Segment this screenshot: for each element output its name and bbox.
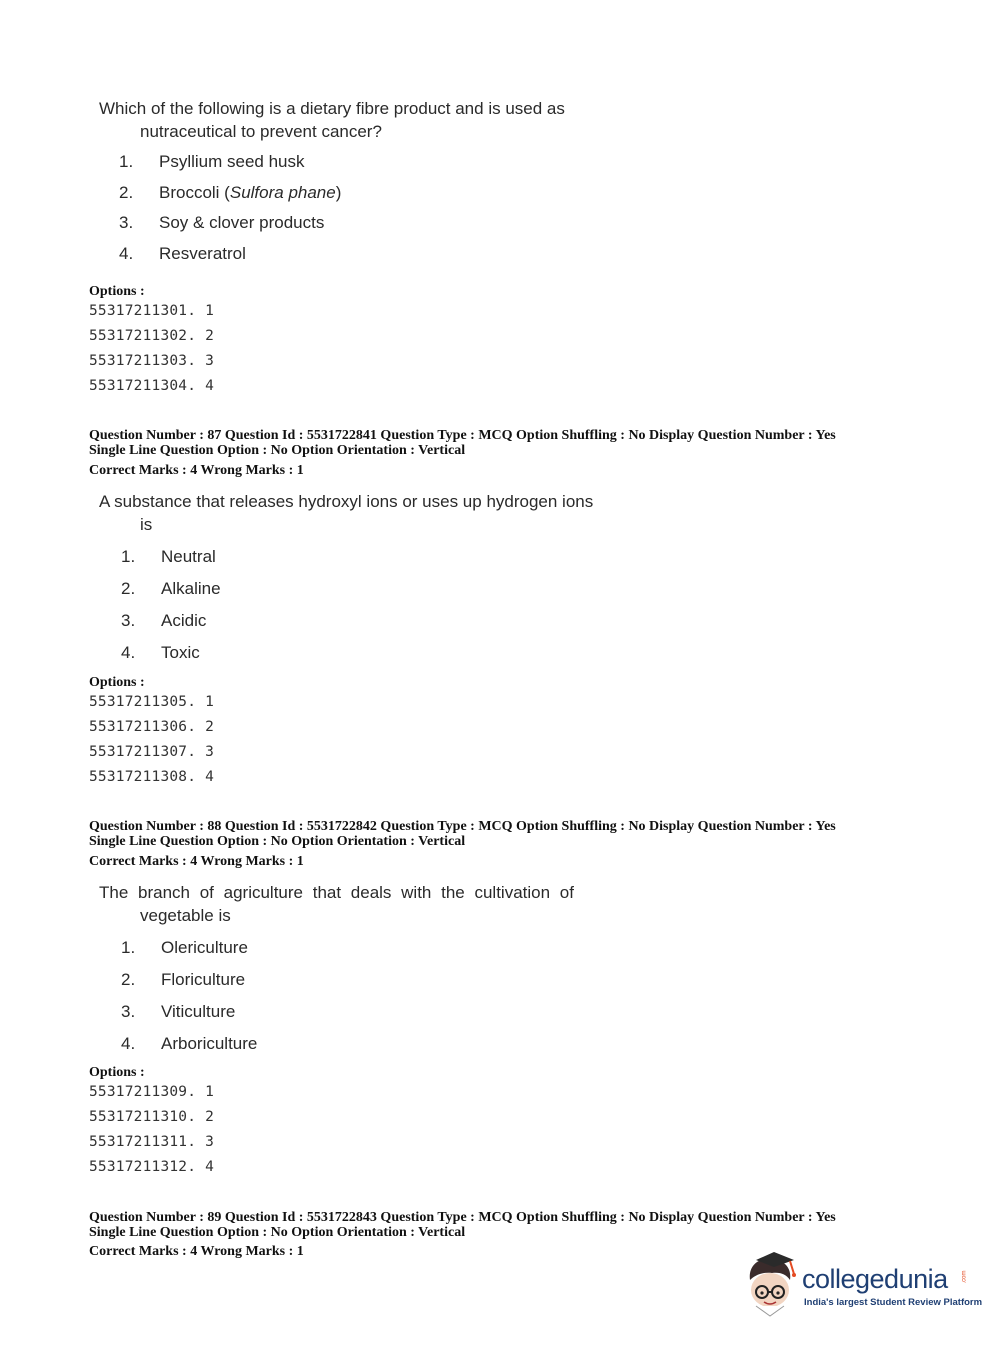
student-mascot-icon	[742, 1250, 804, 1320]
choice-text: Acidic	[161, 611, 207, 630]
question-text-line1: Which of the following is a dietary fibre product and is used as	[99, 99, 565, 118]
choice-text: Floriculture	[161, 970, 246, 989]
option-id: 55317211301. 1	[89, 303, 215, 319]
options-label: Options :	[89, 284, 145, 299]
choice-text: Soy & clover products	[159, 213, 325, 232]
choice-text-post: )	[335, 183, 342, 202]
option-id: 55317211312. 4	[89, 1159, 215, 1175]
question-text-line2: nutraceutical to prevent cancer?	[140, 122, 382, 141]
collegedunia-logo	[742, 1250, 983, 1320]
question-meta-line2: Single Line Question Option : No Option Orientation : Vertical	[89, 1225, 466, 1240]
option-id: 55317211302. 2	[89, 328, 215, 344]
option-id: 55317211303. 3	[89, 353, 215, 369]
choice-number: 1.	[121, 938, 136, 957]
option-id: 55317211309. 1	[89, 1084, 215, 1100]
choice-number: 2.	[119, 183, 134, 202]
question-meta-line1: Question Number : 88 Question Id : 5531722842 Question Type : MCQ Option Shuffling : No Display Question Number : Yes	[89, 819, 836, 834]
question-marks: Correct Marks : 4 Wrong Marks : 1	[89, 463, 304, 478]
choice-text: Arboriculture	[161, 1034, 258, 1053]
options-label: Options :	[89, 1065, 145, 1080]
choice-text: Olericulture	[161, 938, 248, 957]
logo-domain-suffix: .com	[961, 1270, 968, 1284]
choice-number: 3.	[121, 1002, 136, 1021]
question-text-line2: vegetable is	[140, 906, 231, 925]
choice-number: 3.	[119, 213, 134, 232]
choice-number: 4.	[121, 1034, 136, 1053]
choice-number: 3.	[121, 611, 136, 630]
choice-text: Psyllium seed husk	[159, 152, 305, 171]
question-marks: Correct Marks : 4 Wrong Marks : 1	[89, 1244, 304, 1259]
choice-text: Toxic	[161, 643, 200, 662]
choice-number: 1.	[119, 152, 134, 171]
choice-text	[159, 181, 341, 205]
option-id: 55317211308. 4	[89, 769, 215, 785]
choice-number: 2.	[121, 970, 136, 989]
choice-text: Neutral	[161, 547, 216, 566]
question-87-text	[99, 490, 593, 536]
question-meta-line2: Single Line Question Option : No Option Orientation : Vertical	[89, 443, 466, 458]
question-marks: Correct Marks : 4 Wrong Marks : 1	[89, 854, 304, 869]
question-meta-line1: Question Number : 89 Question Id : 5531722843 Question Type : MCQ Option Shuffling : No Display Question Number : Yes	[89, 1210, 836, 1225]
question-text-line2: is	[140, 515, 153, 534]
choice-text: Alkaline	[161, 579, 221, 598]
choice-text-pre: Broccoli (	[159, 183, 230, 202]
option-id: 55317211307. 3	[89, 744, 215, 760]
choice-number: 2.	[121, 579, 136, 598]
question-text-line1: The branch of agriculture that deals with the cultivation of	[99, 883, 574, 902]
question-text-line1: A substance that releases hydroxyl ions or uses up hydrogen ions	[99, 492, 594, 511]
choice-text-italic: Sulfora phane	[229, 183, 336, 202]
option-id: 55317211305. 1	[89, 694, 215, 710]
option-id: 55317211306. 2	[89, 719, 215, 735]
question-meta-line1: Question Number : 87 Question Id : 5531722841 Question Type : MCQ Option Shuffling : No Display Question Number : Yes	[89, 428, 836, 443]
choice-text: Viticulture	[161, 1002, 236, 1021]
question-88-text	[99, 881, 574, 927]
question-86-text	[99, 97, 565, 143]
logo-wordmark: collegedunia	[802, 1264, 948, 1294]
question-meta-line2: Single Line Question Option : No Option Orientation : Vertical	[89, 834, 466, 849]
option-id: 55317211311. 3	[89, 1134, 215, 1150]
options-label: Options :	[89, 675, 145, 690]
choice-text: Resveratrol	[159, 244, 246, 263]
logo-tagline: India's largest Student Review Platform	[804, 1297, 983, 1308]
option-id: 55317211310. 2	[89, 1109, 215, 1125]
option-id: 55317211304. 4	[89, 378, 215, 394]
choice-number: 4.	[119, 244, 134, 263]
choice-number: 4.	[121, 643, 136, 662]
choice-number: 1.	[121, 547, 136, 566]
